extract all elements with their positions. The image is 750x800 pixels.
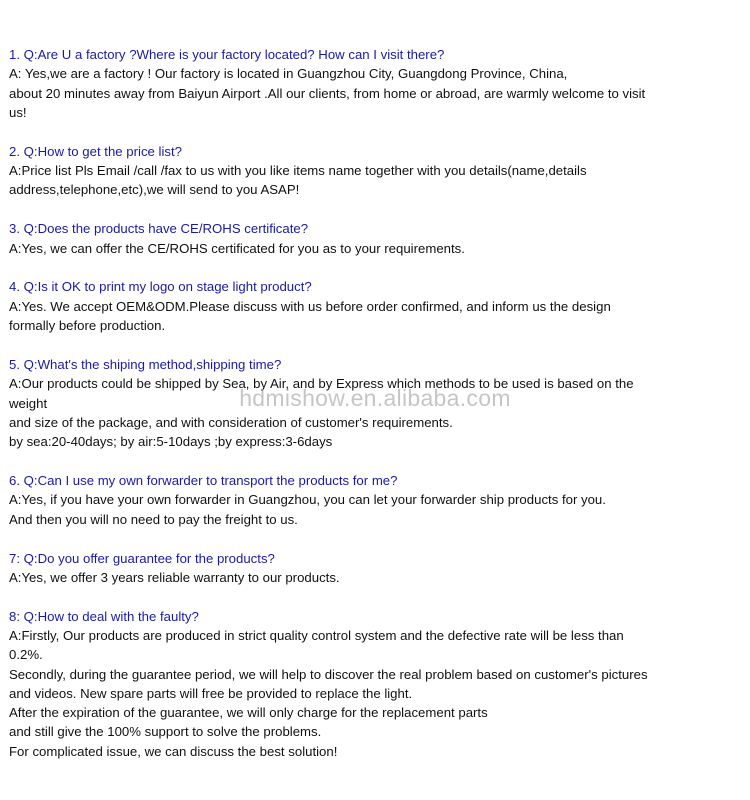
answer-line: A:Price list Pls Email /call /fax to us with you like items name together with you details(name,details (9, 163, 587, 179)
faq-item-7 (9, 549, 745, 588)
answer-line: A:Firstly, Our products are produced in strict quality control system and the defective rate will be less than (9, 627, 624, 643)
answer-line: and size of the package, and with consideration of customer's requirements. (9, 414, 453, 430)
faq-item-6 (9, 471, 745, 529)
faq-question-5: 5. Q:What's the shiping method,shipping time? (9, 356, 282, 372)
faq-question-8: 8: Q:How to deal with the faulty? (9, 608, 199, 624)
answer-line: and videos. New spare parts will free be provided to replace the light. (9, 685, 413, 701)
faq-answer-7 (9, 568, 745, 587)
faq-question-3: 3. Q:Does the products have CE/ROHS certificate? (9, 221, 309, 237)
answer-line: us! (9, 104, 27, 120)
answer-line: weight (9, 395, 48, 411)
faq-item-5 (9, 355, 745, 451)
faq-answer-3 (9, 239, 745, 258)
faq-question-1: 1. Q:Are U a factory ?Where is your factory located? How can I visit there? (9, 47, 445, 62)
faq-item-1 (9, 45, 745, 122)
watermark: hdmishow.en.alibaba.com (239, 385, 511, 411)
faq-question-4: 4. Q:Is it OK to print my logo on stage light product? (9, 279, 312, 295)
answer-line: formally before production. (9, 318, 166, 334)
answer-line: And then you will no need to pay the freight to us. (9, 511, 298, 527)
answer-line: Secondly, during the guarantee period, we will help to discover the real problem based on customer's pictures (9, 666, 648, 682)
faq-item-4 (9, 277, 745, 335)
answer-line: For complicated issue, we can discuss the best solution! (9, 743, 338, 759)
faq-answer-5 (9, 374, 745, 451)
answer-line: 0.2%. (9, 647, 43, 663)
faq-item-3 (9, 219, 745, 258)
answer-line: A:Yes, we can offer the CE/ROHS certificated for you as to your requirements. (9, 240, 465, 256)
faq-question-6: 6. Q:Can I use my own forwarder to transport the products for me? (9, 473, 398, 489)
answer-line: A:Yes. We accept OEM&ODM.Please discuss with us before order confirmed, and inform us the design (9, 298, 611, 314)
answer-line: A:Yes, we offer 3 years reliable warranty to our products. (9, 569, 340, 585)
answer-line: A:Yes, if you have your own forwarder in Guangzhou, you can let your forwarder ship products for you. (9, 492, 606, 508)
faq-item-2 (9, 142, 745, 200)
answer-line: and still give the 100% support to solve the problems. (9, 724, 322, 740)
answer-line: address,telephone,etc),we will send to you ASAP! (9, 182, 300, 198)
answer-line: about 20 minutes away from Baiyun Airport .All our clients, from home or abroad, are warmly welcome to visit (9, 85, 646, 101)
faq-answer-2 (9, 161, 745, 200)
faq-answer-6 (9, 490, 745, 529)
answer-line: A: Yes,we are a factory ! Our factory is located in Guangzhou City, Guangdong Province, China, (9, 66, 568, 82)
faq-list (9, 45, 745, 781)
answer-line: After the expiration of the guarantee, we will only charge for the replacement parts (9, 705, 488, 721)
faq-answer-8 (9, 626, 745, 761)
answer-line: A:Our products could be shipped by Sea, by Air, and by Express which methods to be used is based on the (9, 376, 634, 392)
faq-answer-1 (9, 64, 745, 122)
answer-line: by sea:20-40days; by air:5-10days ;by express:3-6days (9, 434, 333, 450)
faq-question-2: 2. Q:How to get the price list? (9, 143, 182, 159)
faq-answer-4 (9, 297, 745, 336)
faq-item-8 (9, 607, 745, 761)
faq-question-7: 7: Q:Do you offer guarantee for the products? (9, 550, 275, 566)
